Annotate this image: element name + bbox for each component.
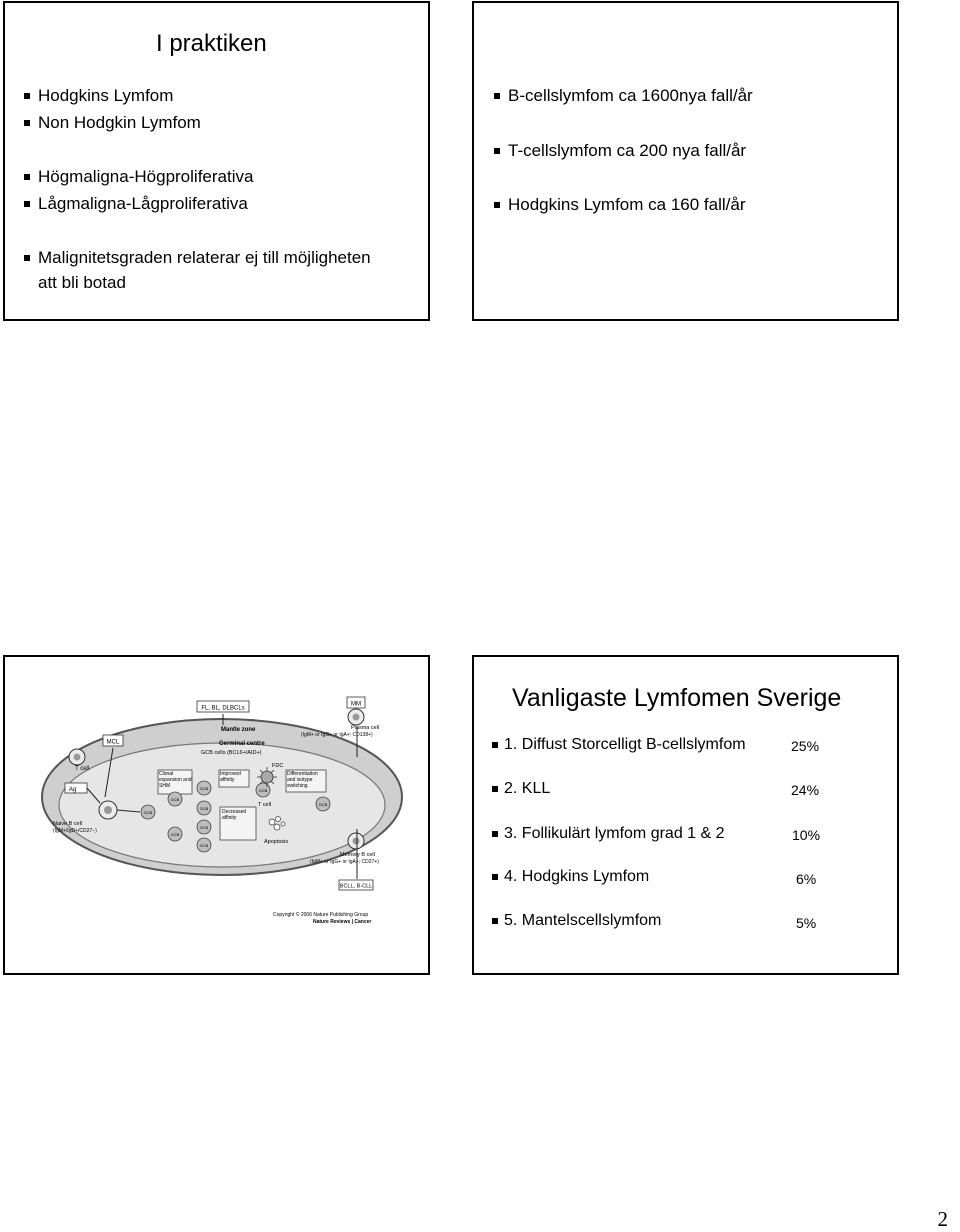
lymphoma-row-percent: 6% xyxy=(796,871,817,887)
plasma-cell-label: Plasma cell xyxy=(351,725,380,731)
bullet-icon xyxy=(494,93,500,99)
slide-title: I praktiken xyxy=(156,30,267,57)
svg-text:GCB: GCB xyxy=(170,797,180,802)
lymphoma-row-percent: 10% xyxy=(792,827,821,843)
mantle-zone-label: Mantle zone xyxy=(221,727,256,733)
fdc-cell xyxy=(257,767,277,787)
list-item: Malignitetsgraden relaterar ej till möjligheten xyxy=(38,248,371,267)
lymphoma-row-label: 1. Diffust Storcelligt B-cellslymfom xyxy=(504,736,746,753)
bullet-icon xyxy=(24,120,30,126)
b-cell-development-diagram xyxy=(5,657,428,973)
fl-bl-label: FL, BL, DLBCLs xyxy=(201,705,245,712)
apoptosis-label: Apoptosis xyxy=(264,839,289,845)
lymphoma-row-label: 4. Hodgkins Lymfom xyxy=(504,868,650,885)
copyright-text: Copyright © 2006 Nature Publishing Group xyxy=(273,912,369,918)
list-item: Non Hodgkin Lymfom xyxy=(38,113,201,132)
svg-text:GCB: GCB xyxy=(170,832,180,837)
bullet-icon xyxy=(492,786,498,792)
differentiation-label: Differentiation and isotype switching xyxy=(287,771,318,789)
memory-cell-label: Memory B cell xyxy=(340,852,375,858)
bullet-icon xyxy=(494,148,500,154)
list-item: Lågmaligna-Lågproliferativa xyxy=(38,194,248,213)
bullet-icon xyxy=(24,174,30,180)
bcll-label: BCLL, B-CLL xyxy=(339,883,373,890)
list-item: B-cellslymfom ca 1600nya fall/år xyxy=(508,86,753,105)
slide-b-cell-figure xyxy=(3,655,430,975)
list-item: T-cellslymfom ca 200 nya fall/år xyxy=(508,141,747,160)
lymphoma-row-label: 2. KLL xyxy=(504,780,551,797)
gcb-cells-label: GCB cells (BCL6+/AID+) xyxy=(201,750,262,756)
svg-text:GCB: GCB xyxy=(199,825,209,830)
slide-fall-per-ar xyxy=(472,1,899,321)
slide-vanligaste-lymfomen xyxy=(472,655,899,975)
bullet-icon xyxy=(492,874,498,880)
bullet-icon xyxy=(492,742,498,748)
list-item: Hodgkins Lymfom xyxy=(38,86,174,105)
lymphoma-row-label: 3. Follikulärt lymfom grad 1 & 2 xyxy=(504,825,725,842)
lymphoma-row-percent: 24% xyxy=(791,782,820,798)
clonal-expansion-label: Clonal expansion and SHM xyxy=(159,771,192,789)
mcl-label: MCL xyxy=(106,739,120,746)
list-item: Hodgkins Lymfom ca 160 fall/år xyxy=(508,195,746,214)
decreased-affinity-label: Decreased affinity xyxy=(222,809,247,821)
naive-b-cell-label: Naive B cell xyxy=(53,821,83,827)
bullet-icon xyxy=(492,831,498,837)
bullet-icon xyxy=(24,93,30,99)
svg-text:GCB: GCB xyxy=(318,802,328,807)
lymphoma-row-label: 5. Mantelscellslymfom xyxy=(504,912,662,929)
antigen-label: Ag xyxy=(69,787,77,793)
inner-t-cell-label: T cell xyxy=(258,802,272,808)
journal-text: Nature Reviews | Cancer xyxy=(313,919,372,925)
improved-affinity-label: Improved affinity xyxy=(220,771,241,783)
mm-label: MM xyxy=(351,701,361,708)
bullet-icon xyxy=(494,202,500,208)
svg-text:GCB: GCB xyxy=(199,806,209,811)
list-item-continuation: att bli botad xyxy=(38,273,126,292)
naive-b-cell-markers: (IgM+/IgD+/CD27−) xyxy=(53,828,97,834)
svg-text:GCB: GCB xyxy=(258,788,268,793)
slide-title: Vanligaste Lymfomen Sverige xyxy=(512,684,842,712)
bullet-icon xyxy=(24,201,30,207)
germinal-centre-label: Germinal centre xyxy=(219,741,265,747)
svg-text:GCB: GCB xyxy=(199,843,209,848)
svg-text:GCB: GCB xyxy=(143,810,153,815)
list-item: Högmaligna-Högproliferativa xyxy=(38,167,254,186)
slide-i-praktiken xyxy=(3,1,430,321)
memory-cell-markers: (IgM+ or IgG+ or IgA+; CD27+) xyxy=(310,859,379,865)
lymphoma-row-percent: 5% xyxy=(796,915,817,931)
plasma-cell-markers: (IgM+ or IgG+ or IgA+; CD138+) xyxy=(301,732,373,738)
page-number: 2 xyxy=(937,1207,948,1231)
lymphoma-row-percent: 25% xyxy=(791,738,820,754)
fdc-label: FDC xyxy=(272,763,284,769)
bullet-icon xyxy=(492,918,498,924)
svg-text:GCB: GCB xyxy=(199,786,209,791)
bullet-icon xyxy=(24,255,30,261)
t-cell-label: T cell xyxy=(75,766,90,772)
